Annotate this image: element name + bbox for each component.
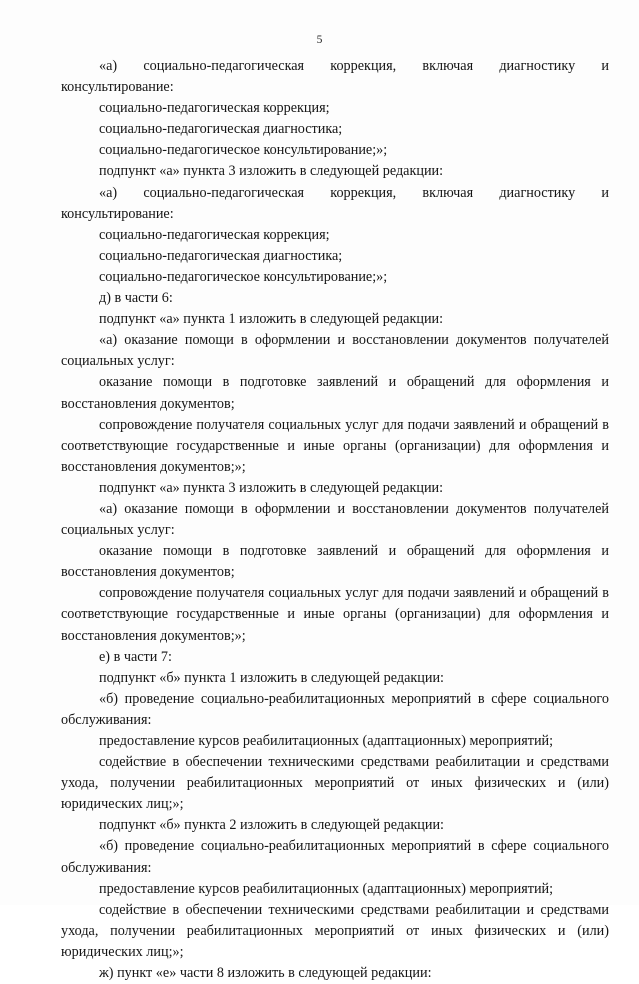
- paragraph: сопровождение получателя социальных услуг для подачи заявлений и обращений в соответствующие государственные и иные органы (организации) для оформления и восстановления документов;»;: [61, 585, 609, 644]
- paragraph: подпункт «а» пункта 3 изложить в следующей редакции:: [99, 479, 444, 496]
- paragraph: «б) проведение социально-реабилитационных мероприятий в сфере социального обслуживания:: [61, 838, 609, 876]
- paragraph: оказание помощи в подготовке заявлений и обращений для оформления и восстановления документов;: [61, 543, 609, 581]
- paragraph: подпункт «а» пункта 3 изложить в следующей редакции:: [99, 163, 444, 180]
- paragraph: подпункт «а» пункта 1 изложить в следующей редакции:: [99, 311, 444, 328]
- paragraph: подпункт «б» пункта 2 изложить в следующей редакции:: [99, 817, 444, 834]
- paragraph: социально-педагогическое консультирование;»;: [99, 268, 388, 285]
- paragraph: предоставление курсов реабилитационных (адаптационных) мероприятий;: [99, 733, 554, 749]
- paragraph: социально-педагогическая диагностика;: [99, 247, 343, 264]
- paragraph: сопровождение получателя социальных услуг для подачи заявлений и обращений в соответствующие государственные и иные органы (организации) для оформления и восстановления документов;»;: [61, 416, 609, 475]
- document-body: [61, 56, 609, 984]
- paragraph: социально-педагогическое консультирование;»;: [99, 142, 388, 159]
- paragraph: оказание помощи в подготовке заявлений и обращений для оформления и восстановления документов;: [61, 374, 609, 412]
- page-number: 5: [316, 34, 323, 46]
- paragraph: «а) оказание помощи в оформлении и восстановлении документов получателей социальных услуг:: [61, 500, 609, 539]
- paragraph: предоставление курсов реабилитационных (адаптационных) мероприятий;: [99, 880, 554, 897]
- paragraph: социально-педагогическая коррекция;: [99, 100, 330, 117]
- paragraph: «б) проведение социально-реабилитационных мероприятий в сфере социального обслуживания:: [61, 690, 609, 728]
- paragraph: содействие в обеспечении техническими средствами реабилитации и средствами ухода, получении реабилитационных мероприятий от иных физических и (или) юридических лиц;»;: [61, 754, 609, 813]
- paragraph: социально-педагогическая диагностика;: [99, 121, 343, 138]
- paragraph: социально-педагогическая коррекция;: [99, 226, 330, 243]
- paragraph: содействие в обеспечении техническими средствами реабилитации и средствами ухода, получении реабилитационных мероприятий от иных физических и (или) юридических лиц;»;: [61, 901, 609, 960]
- paragraph: подпункт «б» пункта 1 изложить в следующей редакции:: [99, 669, 444, 686]
- paragraph: д) в части 6:: [99, 290, 173, 307]
- paragraph: «а) оказание помощи в оформлении и восстановлении документов получателей социальных услуг:: [61, 332, 609, 370]
- paragraph: «а) социально-педагогическая коррекция, включая диагностику и консультирование:: [61, 58, 609, 96]
- paragraph: «а) социально-педагогическая коррекция, включая диагностику и консультирование:: [61, 184, 609, 222]
- paragraph: е) в части 7:: [99, 648, 172, 665]
- paragraph: ж) пункт «е» части 8 изложить в следующей редакции:: [99, 965, 432, 982]
